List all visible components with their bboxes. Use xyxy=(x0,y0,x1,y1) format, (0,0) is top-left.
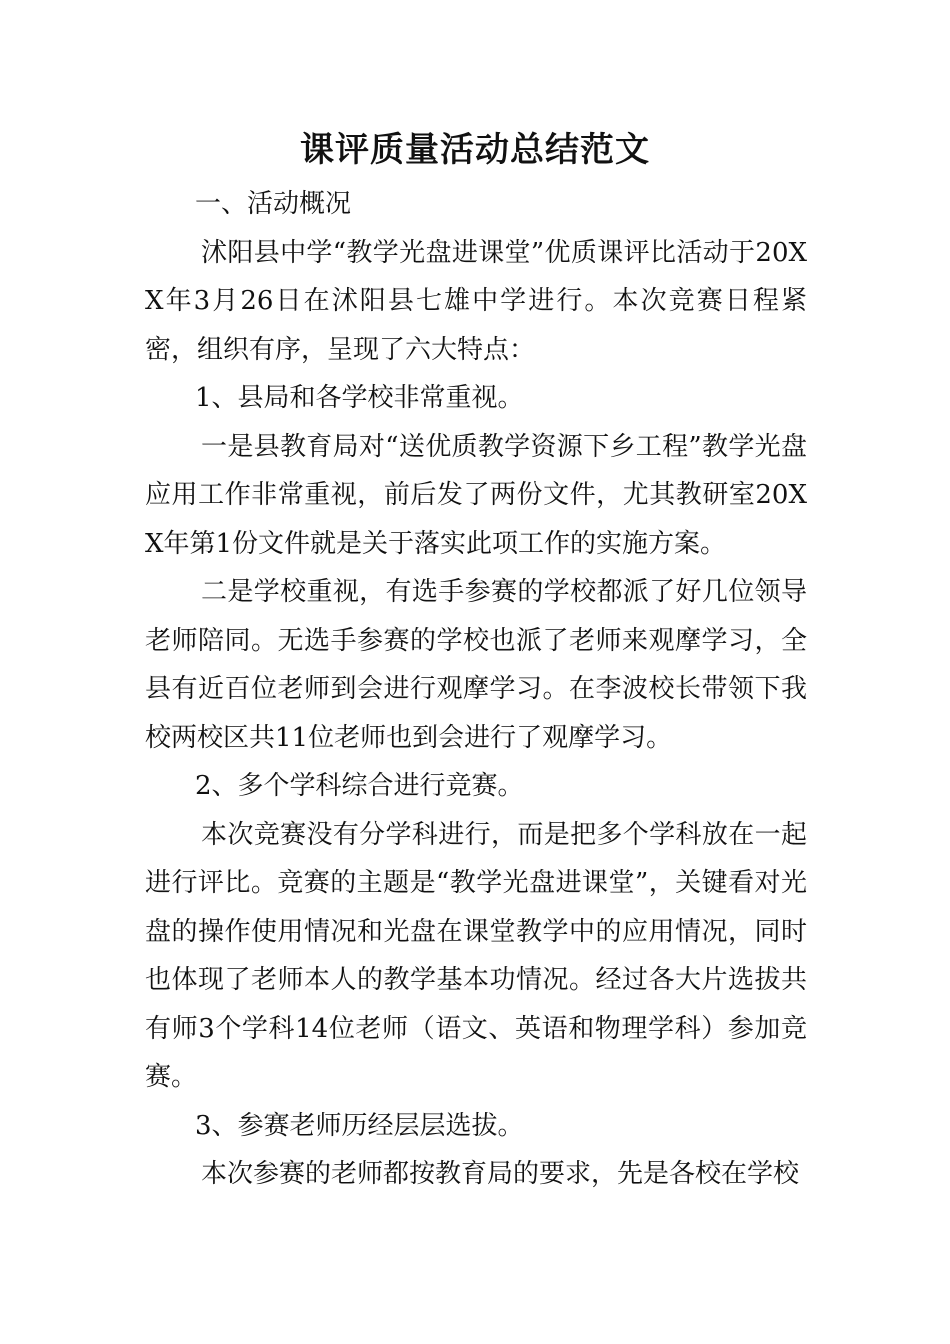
paragraph-school-attention: 二是学校重视，有选手参赛的学校都派了好几位领导老师陪同。无选手参赛的学校也派了老师来观摩学习，全县有近百位老师到会进行观摩学习。在李波校长带领下我校两校区共11位老师也到会进行了观摩学习。 xyxy=(145,577,807,753)
section-heading-overview: 一、活动概况 xyxy=(195,189,352,219)
paragraph-selection: 本次参赛的老师都按教育局的要求，先是各校在学校 xyxy=(201,1159,800,1189)
document-title: 课评质量活动总结范文 xyxy=(300,130,650,170)
point-heading-1: 1、县局和各学校非常重视。 xyxy=(195,383,524,413)
paragraph-multi-subject: 本次竞赛没有分学科进行，而是把多个学科放在一起进行评比。竞赛的主题是“教学光盘进课堂”，关键看对光盘的操作使用情况和光盘在课堂教学中的应用情况，同时也体现了老师本人的教学基本功情况。经过各大片选拔共有师3个学科14位老师（语文、英语和物理学科）参加竞赛。 xyxy=(145,819,807,1092)
document-body xyxy=(145,180,807,1199)
paragraph-intro: 沭阳县中学“教学光盘进课堂”优质课评比活动于20XX年3月26日在沭阳县七雄中学进行。本次竞赛日程紧密，组织有序，呈现了六大特点： xyxy=(145,237,807,365)
point-heading-3: 3、参赛老师历经层层选拔。 xyxy=(195,1110,524,1141)
paragraph-bureau-attention: 一是县教育局对“送优质教学资源下乡工程”教学光盘应用工作非常重视，前后发了两份文件，尤其教研室20XX年第1份文件就是关于落实此项工作的实施方案。 xyxy=(145,431,807,559)
point-heading-2: 2、多个学科综合进行竞赛。 xyxy=(195,771,524,801)
